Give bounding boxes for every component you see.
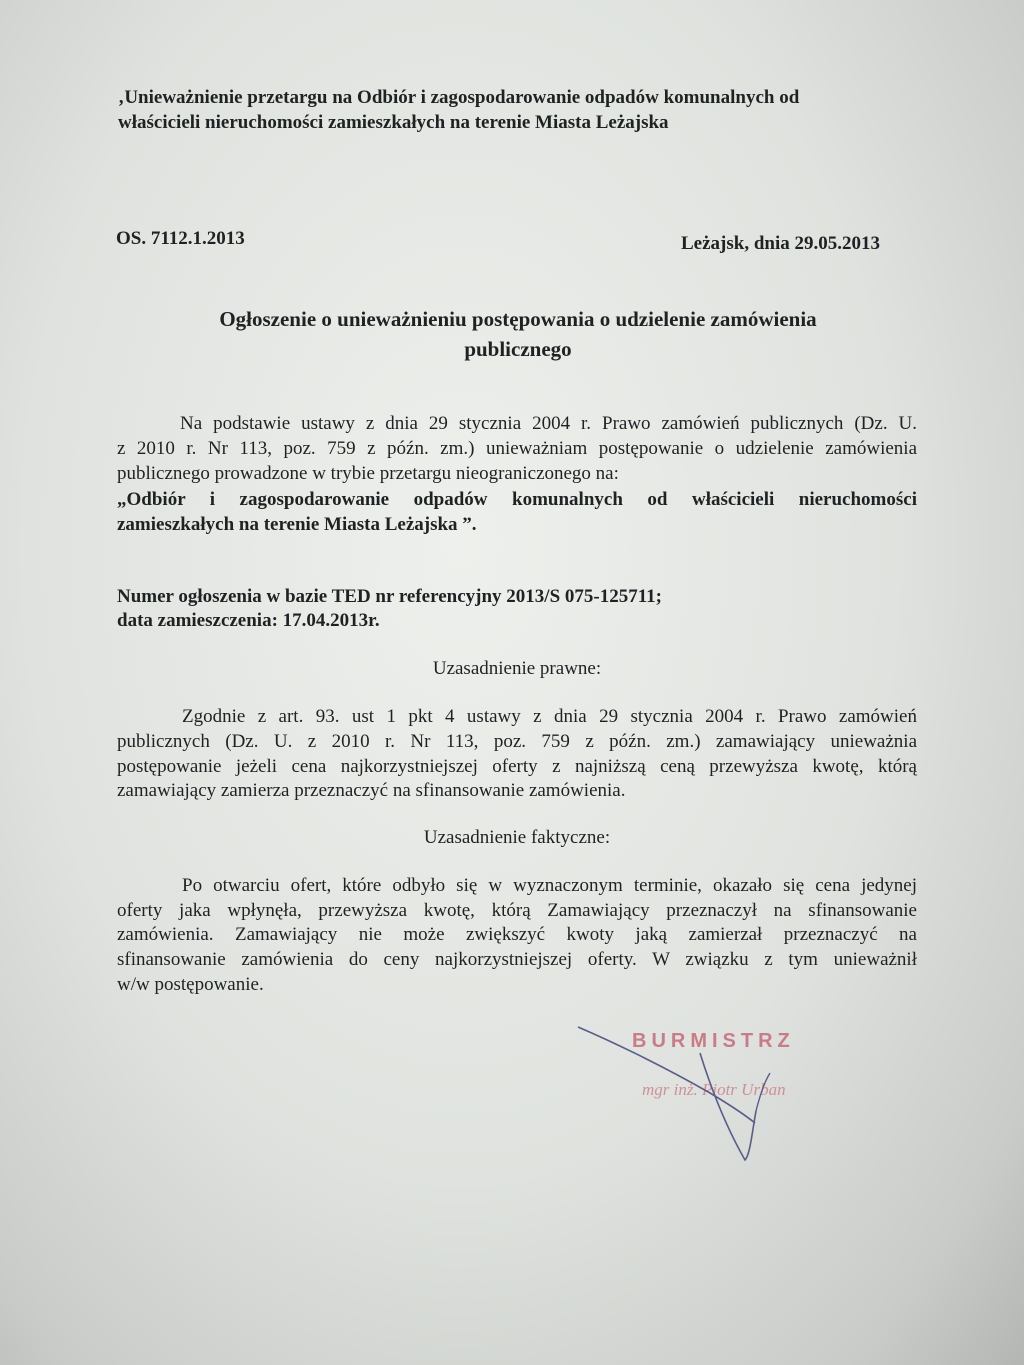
ted-notice-line: Numer ogłoszenia w bazie TED nr referencyjny 2013/S 075-125711; <box>117 586 662 607</box>
factual-line-4: sfinansowanie zamówienia do ceny najkorzystniejszej oferty. W związku z tym unieważnił <box>117 949 917 970</box>
document-title-line-2: publicznego <box>464 337 572 361</box>
factual-line-2: oferty jaka wpłynęła, przewyższa kwotę, którą Zamawiający przeznaczył na sfinansowanie <box>117 900 917 921</box>
subject-line-2: właścicieli nieruchomości zamieszkałych na terenie Miasta Leżajska <box>118 112 669 133</box>
document-title-line-1: Ogłoszenie o unieważnieniu postępowania o udzielenie zamówienia <box>219 307 817 331</box>
factual-heading: Uzasadnienie faktyczne: <box>423 827 611 848</box>
legal-line-1: Zgodnie z art. 93. ust 1 pkt 4 ustawy z dnia 29 stycznia 2004 r. Prawo zamówień <box>182 706 917 727</box>
stamp-title: BURMISTRZ <box>632 1030 795 1052</box>
reference-number: OS. 7112.1.2013 <box>116 228 245 249</box>
stamp-name: mgr inż. Piotr Urban <box>642 1080 786 1099</box>
intro-line-2: z 2010 r. Nr 113, poz. 759 z późn. zm.) unieważniam postępowanie o udzielenie zamówienia <box>117 438 917 459</box>
place-date: Leżajsk, dnia 29.05.2013 <box>681 233 880 254</box>
publication-date-line: data zamieszczenia: 17.04.2013r. <box>117 610 380 631</box>
subject-line-1: ‚Unieważnienie przetargu na Odbiór i zagospodarowanie odpadów komunalnych od <box>118 87 800 108</box>
intro-line-1: Na podstawie ustawy z dnia 29 stycznia 2004 r. Prawo zamówień publicznych (Dz. U. <box>180 413 917 434</box>
contract-name-line-2: zamieszkałych na terenie Miasta Leżajska ”. <box>117 514 477 535</box>
legal-line-2: publicznych (Dz. U. z 2010 r. Nr 113, poz. 759 z późn. zm.) zamawiający unieważnia <box>117 731 917 752</box>
signature-icon <box>560 1015 800 1175</box>
legal-line-4: zamawiający zamierza przeznaczyć na sfinansowanie zamówienia. <box>117 780 626 801</box>
legal-line-3: postępowanie jeżeli cena najkorzystniejszej oferty z najniższą ceną przewyższa kwotę, którą <box>117 756 917 777</box>
legal-heading: Uzasadnienie prawne: <box>432 658 602 679</box>
factual-line-1: Po otwarciu ofert, które odbyło się w wyznaczonym terminie, okazało się cena jedynej <box>182 875 917 896</box>
factual-line-5: w/w postępowanie. <box>117 974 264 995</box>
factual-line-3: zamówienia. Zamawiający nie może zwiększyć kwoty jaką zamierzał przeznaczyć na <box>117 924 917 945</box>
contract-name-line-1: „Odbiór i zagospodarowanie odpadów komunalnych od właścicieli nieruchomości <box>117 489 917 510</box>
intro-line-3: publicznego prowadzone w trybie przetargu nieograniczonego na: <box>117 463 619 484</box>
